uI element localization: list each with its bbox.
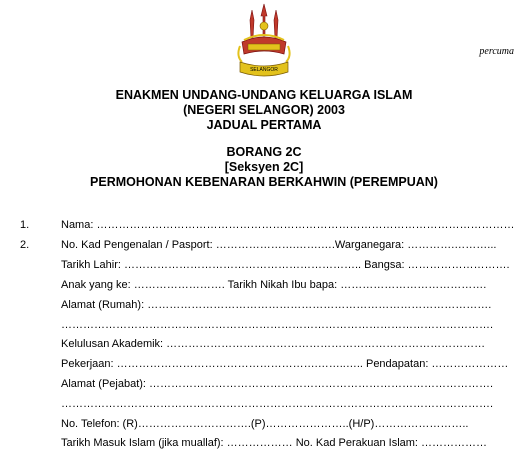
enactment-title: ENAKMEN UNDANG-UNDANG KELUARGA ISLAM xyxy=(115,88,413,102)
section-ref: [Seksyen 2C] xyxy=(224,160,304,174)
enactment-subtitle: (NEGERI SELANGOR) 2003 xyxy=(183,103,345,117)
nama-field: Nama: …………………………………………………………………………………………………… xyxy=(61,219,515,231)
form-number: BORANG 2C xyxy=(226,145,302,159)
birth-date-field: Tarikh Lahir: ……………………………………………………….. Bangsa: ………………………. xyxy=(61,259,510,271)
home-address-continued: ………………………………………………………………………………………………………. xyxy=(61,319,494,331)
item-number-2: 2. xyxy=(20,239,30,251)
home-address-field: Alamat (Rumah): …………………………………………………………………………………. xyxy=(61,299,492,311)
item-number-1: 1. xyxy=(20,219,30,231)
child-order-field: Anak yang ke: ……………………. Tarikh Nikah Ibu bapa: …………………………………. xyxy=(61,279,487,291)
occupation-field: Pekerjaan: ……………………………………………….……..….. Pendapatan: ………………… xyxy=(61,358,509,370)
schedule-title: JADUAL PERTAMA xyxy=(206,118,322,132)
form-title: PERMOHONAN KEBENARAN BERKAHWIN (PEREMPUAN) xyxy=(90,175,438,189)
phone-field: No. Telefon: (R)………………………….(P)…………………..(H/P)…………………….. xyxy=(61,418,469,430)
education-field: Kelulusan Akademik: …………………………………………………………………………… xyxy=(61,338,486,350)
crest-banner-text: SELANGOR xyxy=(250,67,278,73)
ic-passport-field: No. Kad Pengenalan / Pasport: ………………….…….….Warganegara: ………….………... xyxy=(61,239,497,251)
selangor-crest-logo xyxy=(230,2,298,78)
conversion-date-field: Tarikh Masuk Islam (jika muallaf): ……………… No. Kad Perakuan Islam: ……………… xyxy=(61,437,488,449)
free-label: percuma xyxy=(479,46,514,57)
office-address-field: Alamat (Pejabat): …………………………………………………………………………………. xyxy=(61,378,494,390)
office-address-continued: ………………………………………………………………………………………………………. xyxy=(61,398,494,410)
